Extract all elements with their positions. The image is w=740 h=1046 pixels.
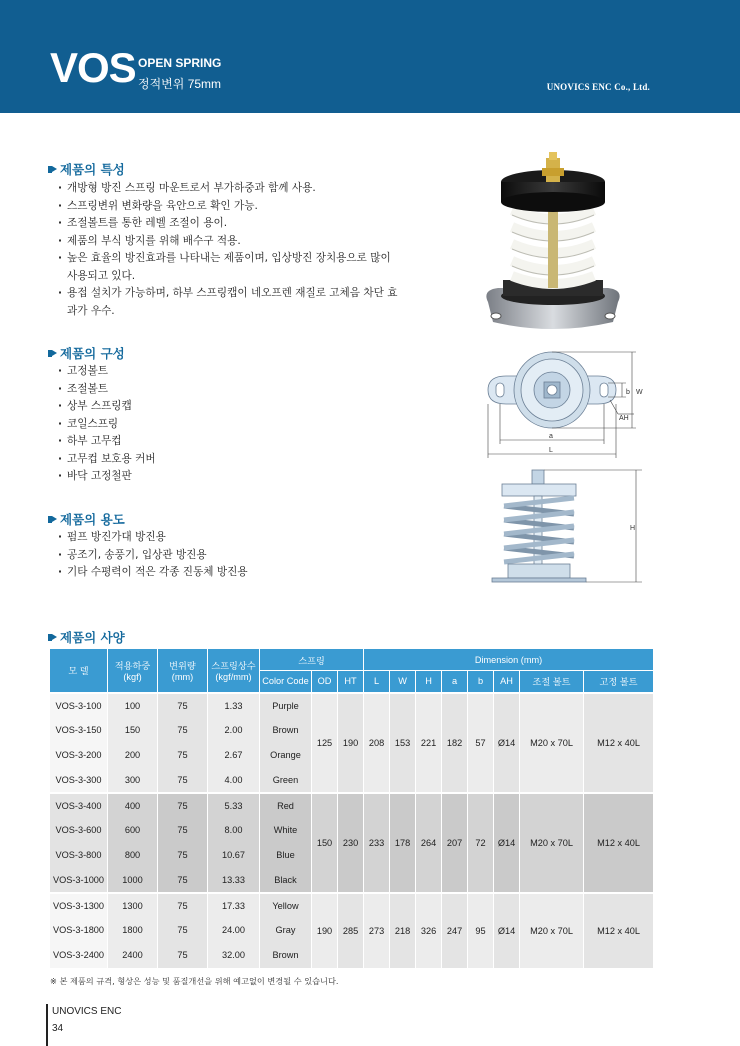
section-title-spec [48,628,125,646]
cell-disp: 75 [158,893,208,918]
cell-color: Red [260,793,312,818]
cell-disp: 75 [158,743,208,768]
header-load: 적용하중 (kgf) [108,649,158,693]
section-title-text: 제품의 용도 [60,512,125,527]
cell-model: VOS-3-1800 [50,918,108,943]
label-a: a [549,433,553,440]
cell-load: 300 [108,768,158,793]
cell-l: 208 [364,693,390,793]
section-arrow-icon [48,165,57,174]
cell-model: VOS-3-150 [50,718,108,743]
cell-fix-bolt: M12 x 40L [584,693,654,793]
top-view-drawing [476,348,646,466]
cell-load: 1300 [108,893,158,918]
company-name: UNOVICS ENC Co., Ltd. [546,82,650,92]
header-od: OD [312,671,338,693]
list-item: · 공조기, 송풍기, 입상관 방진용 [58,547,358,565]
cell-k: 17.33 [208,893,260,918]
cell-ah: Ø14 [494,893,520,968]
cell-load: 200 [108,743,158,768]
cell-adj-bolt: M20 x 70L [520,693,584,793]
cell-fix-bolt: M12 x 40L [584,793,654,893]
cell-w: 153 [390,693,416,793]
list-item: · 개방형 방진 스프링 마운트로서 부가하중과 함께 사용. [58,180,398,198]
list-item: · 높은 효율의 방진효과를 나타내는 제품이며, 입상방진 장치용으로 많이 사용되고 있다. [58,250,398,285]
section-title-usage [48,510,125,528]
cell-load: 1000 [108,868,158,893]
cell-disp: 75 [158,843,208,868]
cell-adj-bolt: M20 x 70L [520,893,584,968]
cell-load: 100 [108,693,158,718]
cell-disp: 75 [158,768,208,793]
cell-model: VOS-3-300 [50,768,108,793]
cell-disp: 75 [158,868,208,893]
subtitle-kr: 정적변위 75mm [138,77,222,91]
cell-color: Purple [260,693,312,718]
cell-k: 32.00 [208,943,260,968]
cell-b: 57 [468,693,494,793]
cell-a: 182 [442,693,468,793]
cell-load: 800 [108,843,158,868]
cell-k: 13.33 [208,868,260,893]
list-item: · 바닥 고정철판 [58,468,358,486]
list-item: · 용접 설치가 가능하며, 하부 스프링캡이 네오프렌 재질로 고체음 차단 효과가 우수. [58,285,398,320]
header-model: 모 델 [50,649,108,693]
cell-ht: 230 [338,793,364,893]
header-banner [0,0,740,113]
cell-disp: 75 [158,693,208,718]
cell-k: 2.67 [208,743,260,768]
cell-color: Green [260,768,312,793]
section-title-text: 제품의 특성 [60,162,125,177]
cell-b: 95 [468,893,494,968]
cell-color: Brown [260,718,312,743]
cell-color: Brown [260,943,312,968]
cell-disp: 75 [158,718,208,743]
cell-fix-bolt: M12 x 40L [584,893,654,968]
footer-divider [46,1004,48,1046]
cell-disp: 75 [158,943,208,968]
label-l: L [549,447,553,454]
footer-brand: UNOVICS ENC [52,1006,122,1017]
cell-model: VOS-3-600 [50,818,108,843]
section-title-text: 제품의 사양 [60,630,125,645]
page-number: 34 [52,1023,64,1034]
list-item: · 제품의 부식 방지를 위해 배수구 적용. [58,233,398,251]
cell-ah: Ø14 [494,793,520,893]
model-title: VOS [50,44,136,91]
cell-w: 218 [390,893,416,968]
cell-disp: 75 [158,918,208,943]
cell-od: 150 [312,793,338,893]
footnote: ※ 본 제품의 규격, 형상은 성능 및 품질개선을 위해 예고없이 변경될 수 있습니다. [50,976,339,986]
cell-k: 4.00 [208,768,260,793]
section-title-composition [48,344,125,362]
usage-list [58,529,358,582]
cell-l: 233 [364,793,390,893]
header-disp: 변위량 (mm) [158,649,208,693]
cell-load: 600 [108,818,158,843]
section-title-text: 제품의 구성 [60,346,125,361]
header-a: a [442,671,468,693]
cell-color: Yellow [260,893,312,918]
cell-model: VOS-3-2400 [50,943,108,968]
cell-k: 5.33 [208,793,260,818]
list-item: · 스프링변위 변화량을 육안으로 확인 가능. [58,198,398,216]
cell-a: 247 [442,893,468,968]
header-color: Color Code [260,671,312,693]
header-h: H [416,671,442,693]
cell-load: 2400 [108,943,158,968]
header-spring: 스프링 [260,649,364,671]
header-w: W [390,671,416,693]
cell-color: Orange [260,743,312,768]
composition-list [58,363,358,486]
list-item: · 하부 고무컵 [58,433,358,451]
label-b: b [626,389,630,396]
list-item: · 고정볼트 [58,363,358,381]
cell-ah: Ø14 [494,693,520,793]
cell-k: 10.67 [208,843,260,868]
cell-w: 178 [390,793,416,893]
cell-l: 273 [364,893,390,968]
list-item: · 코일스프링 [58,416,358,434]
cell-load: 1800 [108,918,158,943]
list-item: · 상부 스프링캡 [58,398,358,416]
cell-load: 150 [108,718,158,743]
product-photo [478,150,628,340]
list-item: · 고무컵 보호용 커버 [58,451,358,469]
label-h: H [630,525,636,532]
cell-a: 207 [442,793,468,893]
list-item: · 기타 수평력이 적은 각종 진동체 방진용 [58,564,358,582]
cell-color: White [260,818,312,843]
cell-k: 1.33 [208,693,260,718]
header-b: b [468,671,494,693]
cell-disp: 75 [158,818,208,843]
section-arrow-icon [48,515,57,524]
section-arrow-icon [48,349,57,358]
header-dimension: Dimension (mm) [364,649,654,671]
cell-model: VOS-3-200 [50,743,108,768]
cell-ht: 285 [338,893,364,968]
cell-h: 264 [416,793,442,893]
features-list [58,180,398,320]
cell-color: Black [260,868,312,893]
cell-od: 125 [312,693,338,793]
header-k: 스프링상수 (kgf/mm) [208,649,260,693]
table-row [50,693,654,718]
label-w: W [636,389,643,396]
cell-b: 72 [468,793,494,893]
header-fix-bolt: 고정 볼트 [584,671,654,693]
cell-ht: 190 [338,693,364,793]
cell-model: VOS-3-400 [50,793,108,818]
cell-k: 8.00 [208,818,260,843]
cell-model: VOS-3-1000 [50,868,108,893]
cell-h: 326 [416,893,442,968]
header-ah: AH [494,671,520,693]
spec-table [49,648,654,968]
table-row [50,893,654,918]
cell-h: 221 [416,693,442,793]
cell-disp: 75 [158,793,208,818]
header-adj-bolt: 조절 볼트 [520,671,584,693]
table-row [50,793,654,818]
list-item: · 조절볼트를 통한 레벨 조절이 용이. [58,215,398,233]
section-arrow-icon [48,633,57,642]
cell-k: 2.00 [208,718,260,743]
list-item: · 펌프 방진가대 방진용 [58,529,358,547]
cell-load: 400 [108,793,158,818]
section-title-features [48,160,125,178]
header-l: L [364,671,390,693]
cell-color: Gray [260,918,312,943]
cell-model: VOS-3-100 [50,693,108,718]
subtitle-en: OPEN SPRING [138,56,222,70]
header-ht: HT [338,671,364,693]
cell-model: VOS-3-800 [50,843,108,868]
side-view-drawing [484,468,644,590]
cell-k: 24.00 [208,918,260,943]
cell-color: Blue [260,843,312,868]
cell-od: 190 [312,893,338,968]
cell-model: VOS-3-1300 [50,893,108,918]
cell-adj-bolt: M20 x 70L [520,793,584,893]
list-item: · 조절볼트 [58,381,358,399]
label-ah: AH [619,415,629,422]
